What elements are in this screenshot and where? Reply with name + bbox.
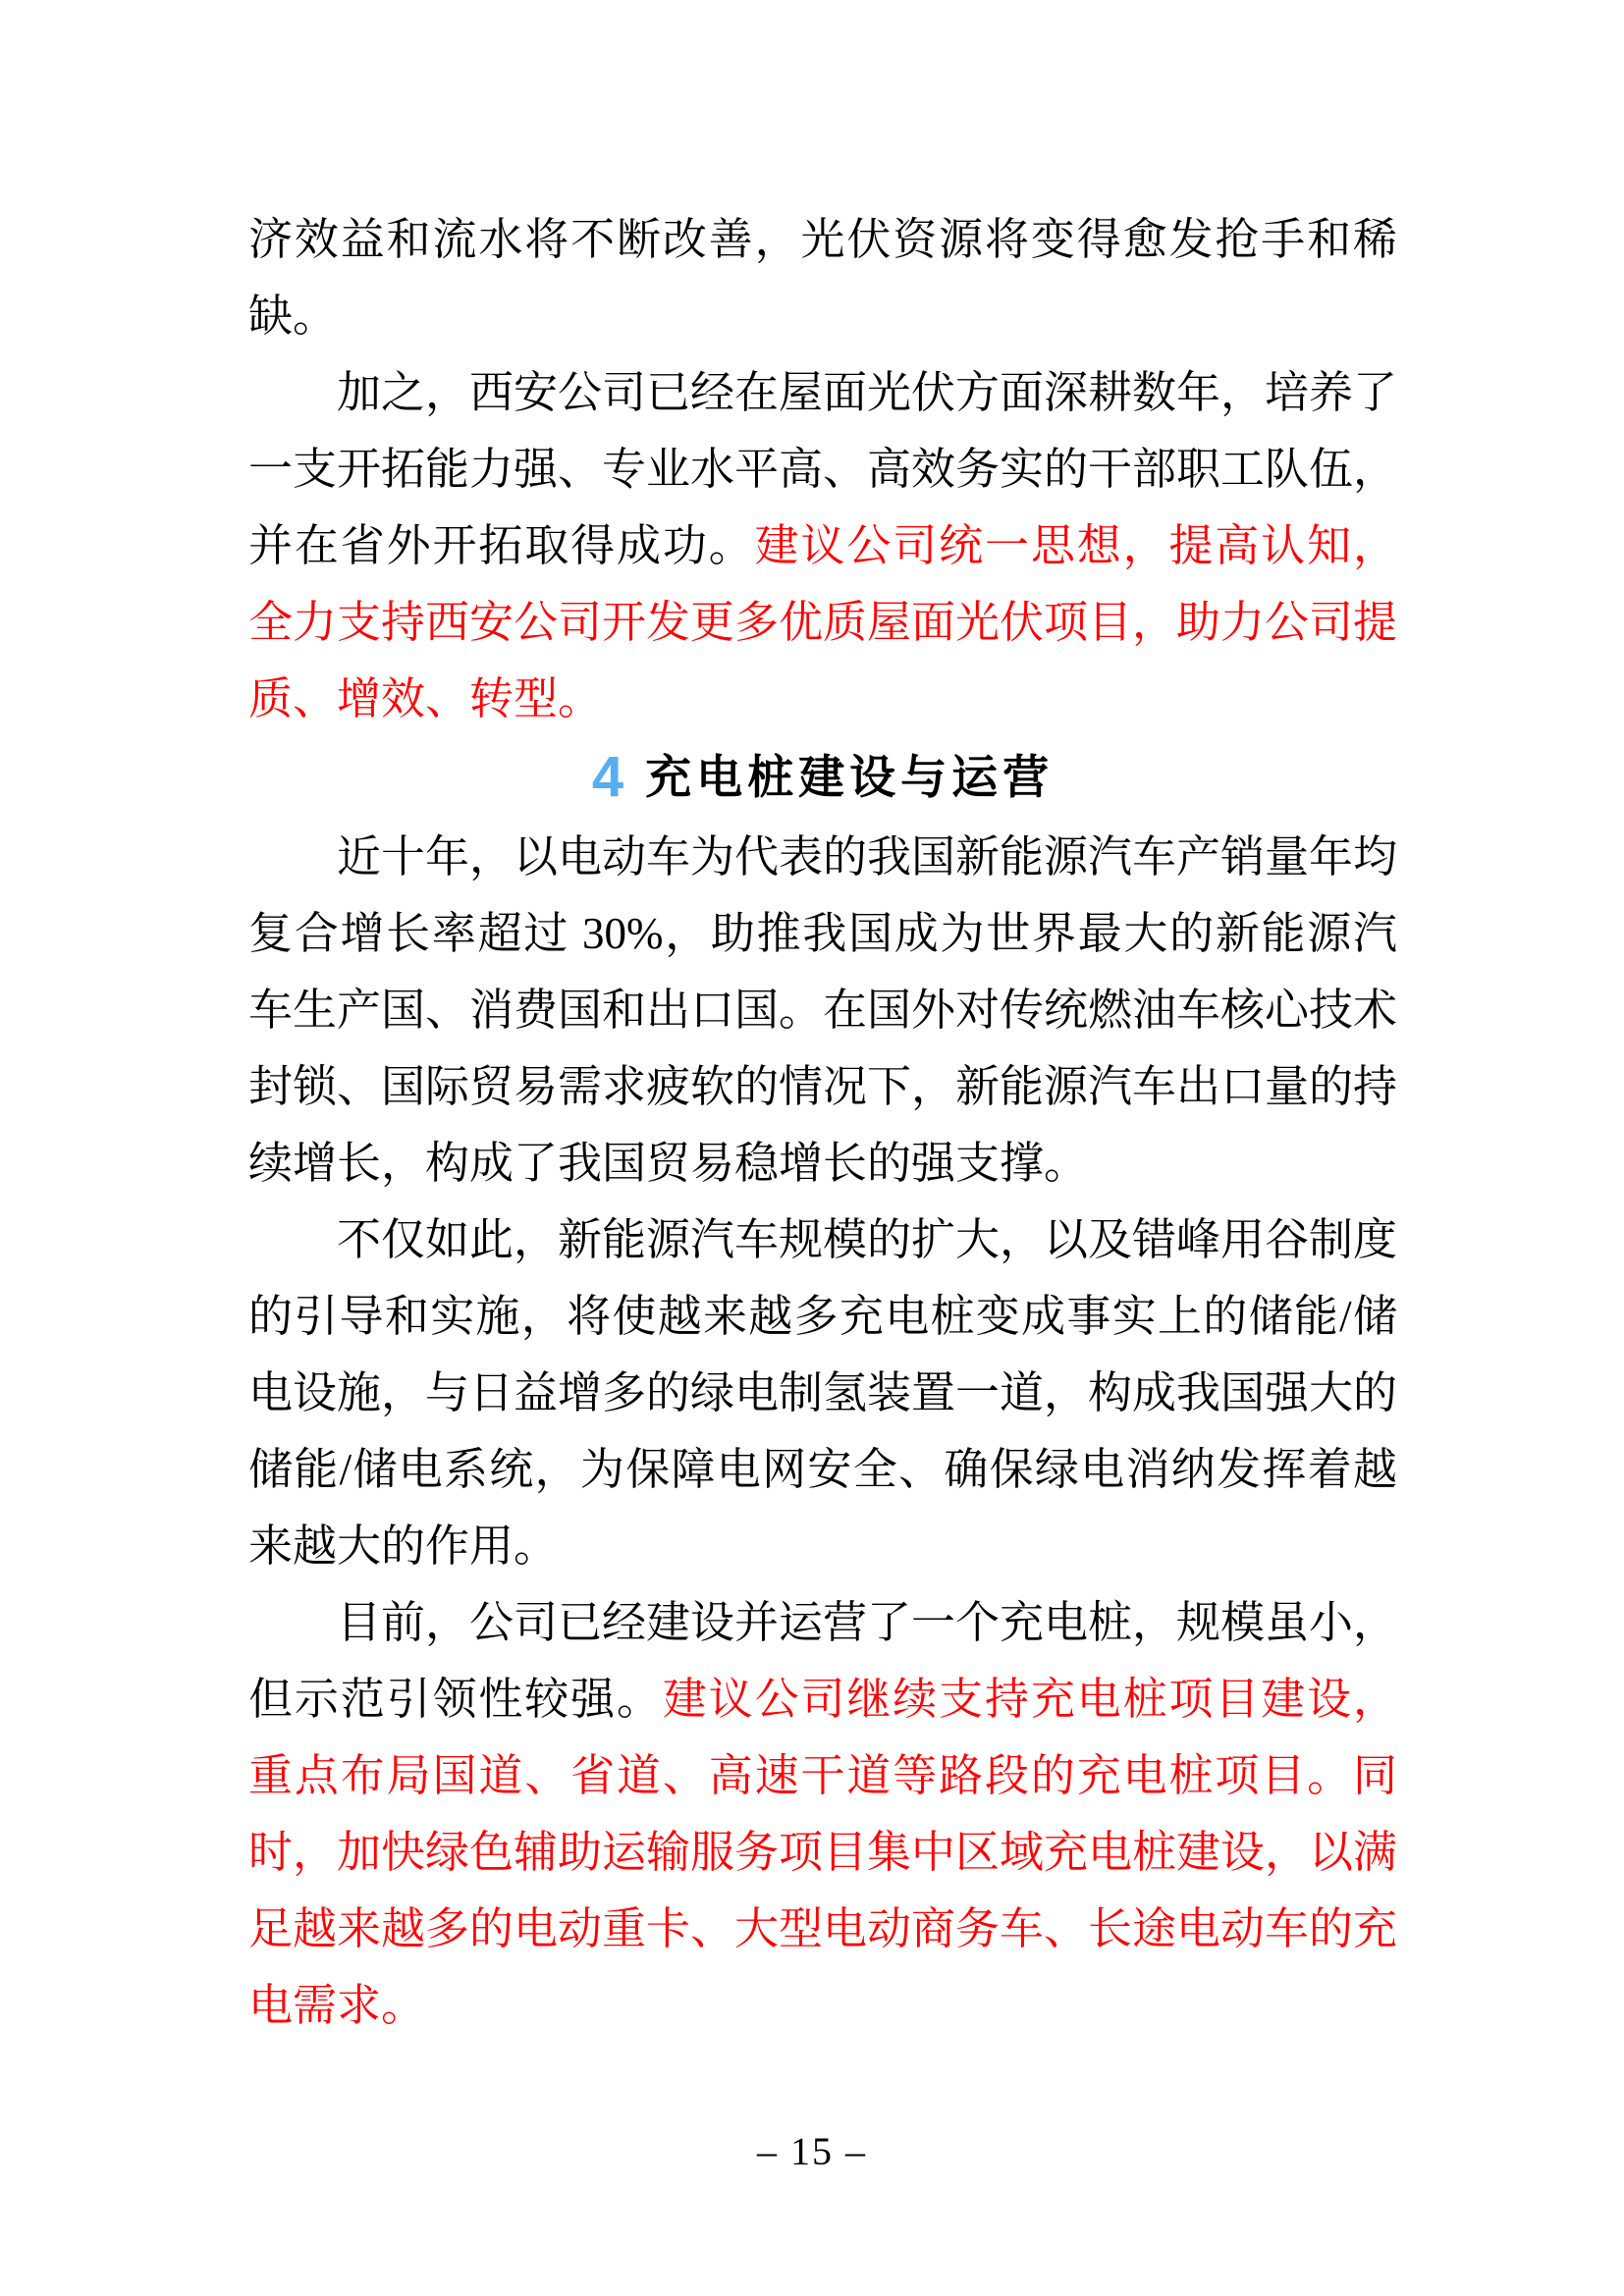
paragraph-pv-suggestion: [248, 354, 1397, 737]
paragraph-storage-role: [248, 1201, 1397, 1584]
page-number-text: – 15 –: [757, 2129, 867, 2173]
paragraph-ev-market: [248, 819, 1397, 1201]
paragraph-charger-suggestion: [248, 1584, 1397, 2044]
section-title: 充电桩建设与运营: [645, 753, 1055, 804]
body-text-run: 目前，公司已经建设并运营了一个充电桩，规模虽小，但示范引领性较强。: [248, 1598, 1398, 1724]
document-body: [248, 201, 1397, 2044]
emphasis-text-run: 建议公司统一思想，提高认知，全力支持西安公司开发更多优质屋面光伏项目，助力公司提质、增效、转型。: [248, 521, 1398, 723]
emphasis-text-run: 建议公司继续支持充电桩项目建设，重点布局国道、省道、高速干道等路段的充电桩项目。同时，加快绿色辅助运输服务项目集中区域充电桩建设，以满足越来越多的电动重卡、大型电动商务车、长途电动车的充电需求。: [248, 1675, 1398, 2030]
paragraph-continuation: [248, 201, 1397, 354]
section-number: 4: [591, 745, 624, 809]
body-text-run: 济效益和流水将不断改善，光伏资源将变得愈发抢手和稀缺。: [248, 215, 1397, 341]
body-text-run: 加之，西安公司已经在屋面光伏方面深耕数年，培养了一支开拓能力强、专业水平高、高效务实的干部职工队伍，并在省外开拓取得成功。: [248, 368, 1398, 570]
page-number: [0, 2128, 1624, 2174]
section-heading: [248, 737, 1397, 819]
body-text-run: 不仅如此，新能源汽车规模的扩大，以及错峰用谷制度的引导和实施，将使越来越多充电桩变成事实上的储能/储电设施，与日益增多的绿电制氢装置一道，构成我国强大的储能/储电系统，为保障电网安全、确保绿电消纳发挥着越来越大的作用。: [248, 1215, 1398, 1571]
body-text-run: 近十年，以电动车为代表的我国新能源汽车产销量年均复合增长率超过 30%，助推我国成为世界最大的新能源汽车生产国、消费国和出口国。在国外对传统燃油车核心技术封锁、国际贸易需求疲软的情况下，新能源汽车出口量的持续增长，构成了我国贸易稳增长的强支撑。: [248, 832, 1398, 1188]
